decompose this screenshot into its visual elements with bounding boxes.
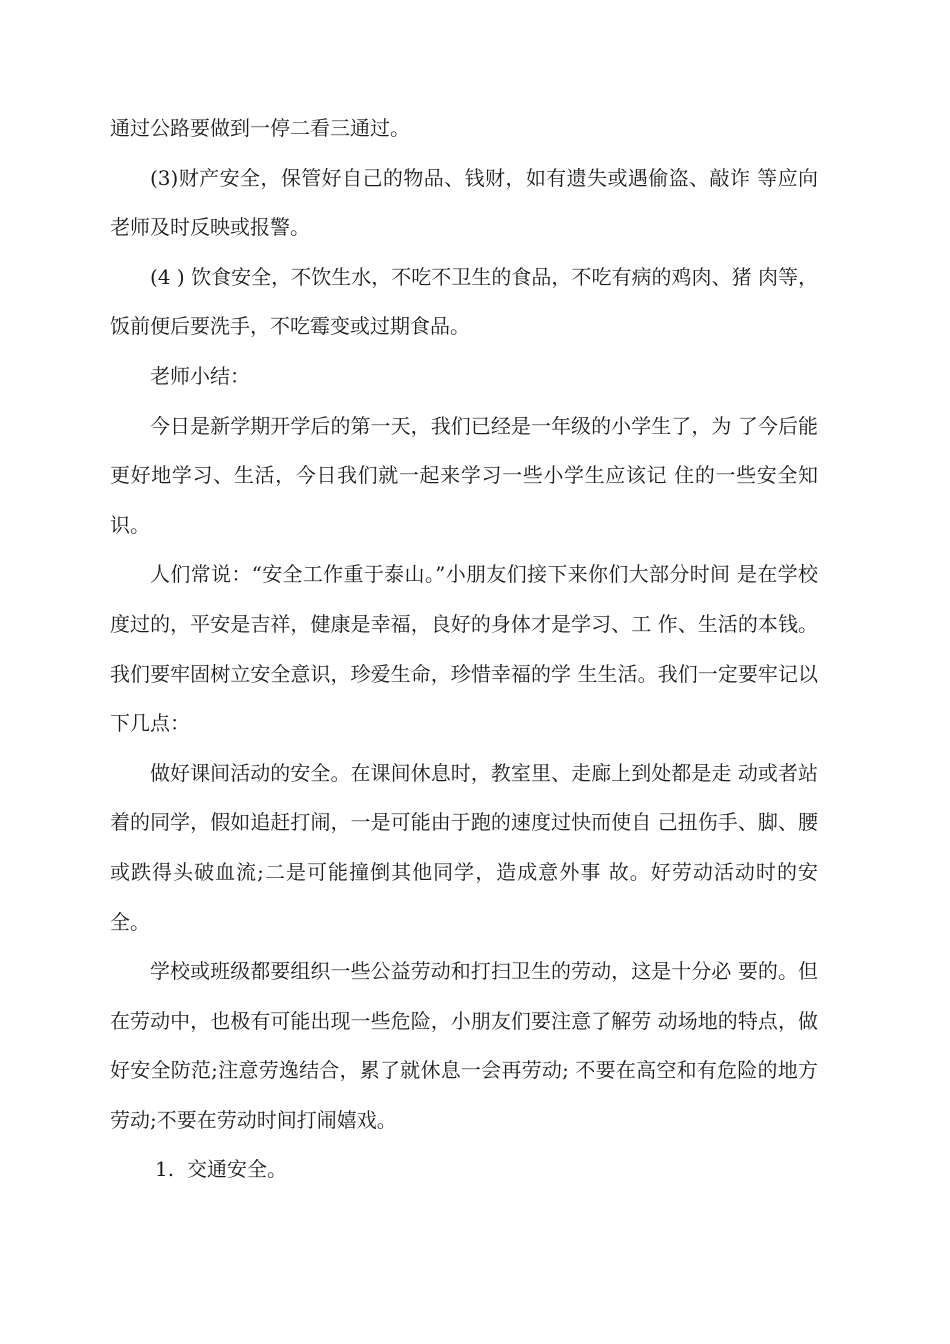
paragraph-intro: 今日是新学期开学后的第一天，我们已经是一年级的小学生了，为 了今后能更好地学习、生活，今日我们就一起来学习一些小学生应该记 住的一些安全知识。 [110, 413, 818, 537]
paragraph-labor-safety: 学校或班级都要组织一些公益劳动和打扫卫生的劳动，这是十分必 要的。但在劳动中，也极有可能出现一些危险，小朋友们要注意了解劳 动场地的特点，做好安全防范;注意劳逸结合，累了就休息一会再劳动; 不要在高空和有危险的地方劳动;不要在劳动时间打闹嬉戏。 [110, 959, 818, 1132]
paragraph-safety-importance: 人们常说：“安全工作重于泰山。”小朋友们接下来你们大部分时间 是在学校度过的，平安是吉祥，健康是幸福，良好的身体才是学习、工 作、生活的本钱。我们要牢固树立安全意识，珍爱生命，珍惜幸福的学 生生活。我们一定要牢记以下几点： [110, 562, 818, 736]
paragraph-continuation: 通过公路要做到一停二看三通过。 [110, 116, 410, 140]
document-body [110, 104, 818, 1195]
paragraph-recess-safety: 做好课间活动的安全。在课间休息时，教室里、走廊上到处都是走 动或者站着的同学，假如追赶打闹，一是可能由于跑的速度过快而使自 己扭伤手、脚、腰或跌得头破血流;二是可能撞倒其他同学，造成意外事 故。好劳动活动时的安全。 [110, 760, 818, 934]
list-item-traffic-safety [110, 1145, 818, 1195]
paragraph-teacher-summary-heading: 老师小结： [150, 363, 250, 388]
paragraph-food-safety: (4 ) 饮食安全，不饮生水，不吃不卫生的食品，不吃有病的鸡肉、猪 肉等，饭前便后要洗手，不吃霉变或过期食品。 [110, 264, 818, 339]
list-item-text: 交通安全。 [187, 1157, 287, 1182]
paragraph-property-safety: (3)财产安全，保管好自己的物品、钱财，如有遗失或遇偷盗、敲诈 等应向老师及时反映或报警。 [110, 165, 818, 240]
list-item-number: 1. [155, 1157, 175, 1182]
